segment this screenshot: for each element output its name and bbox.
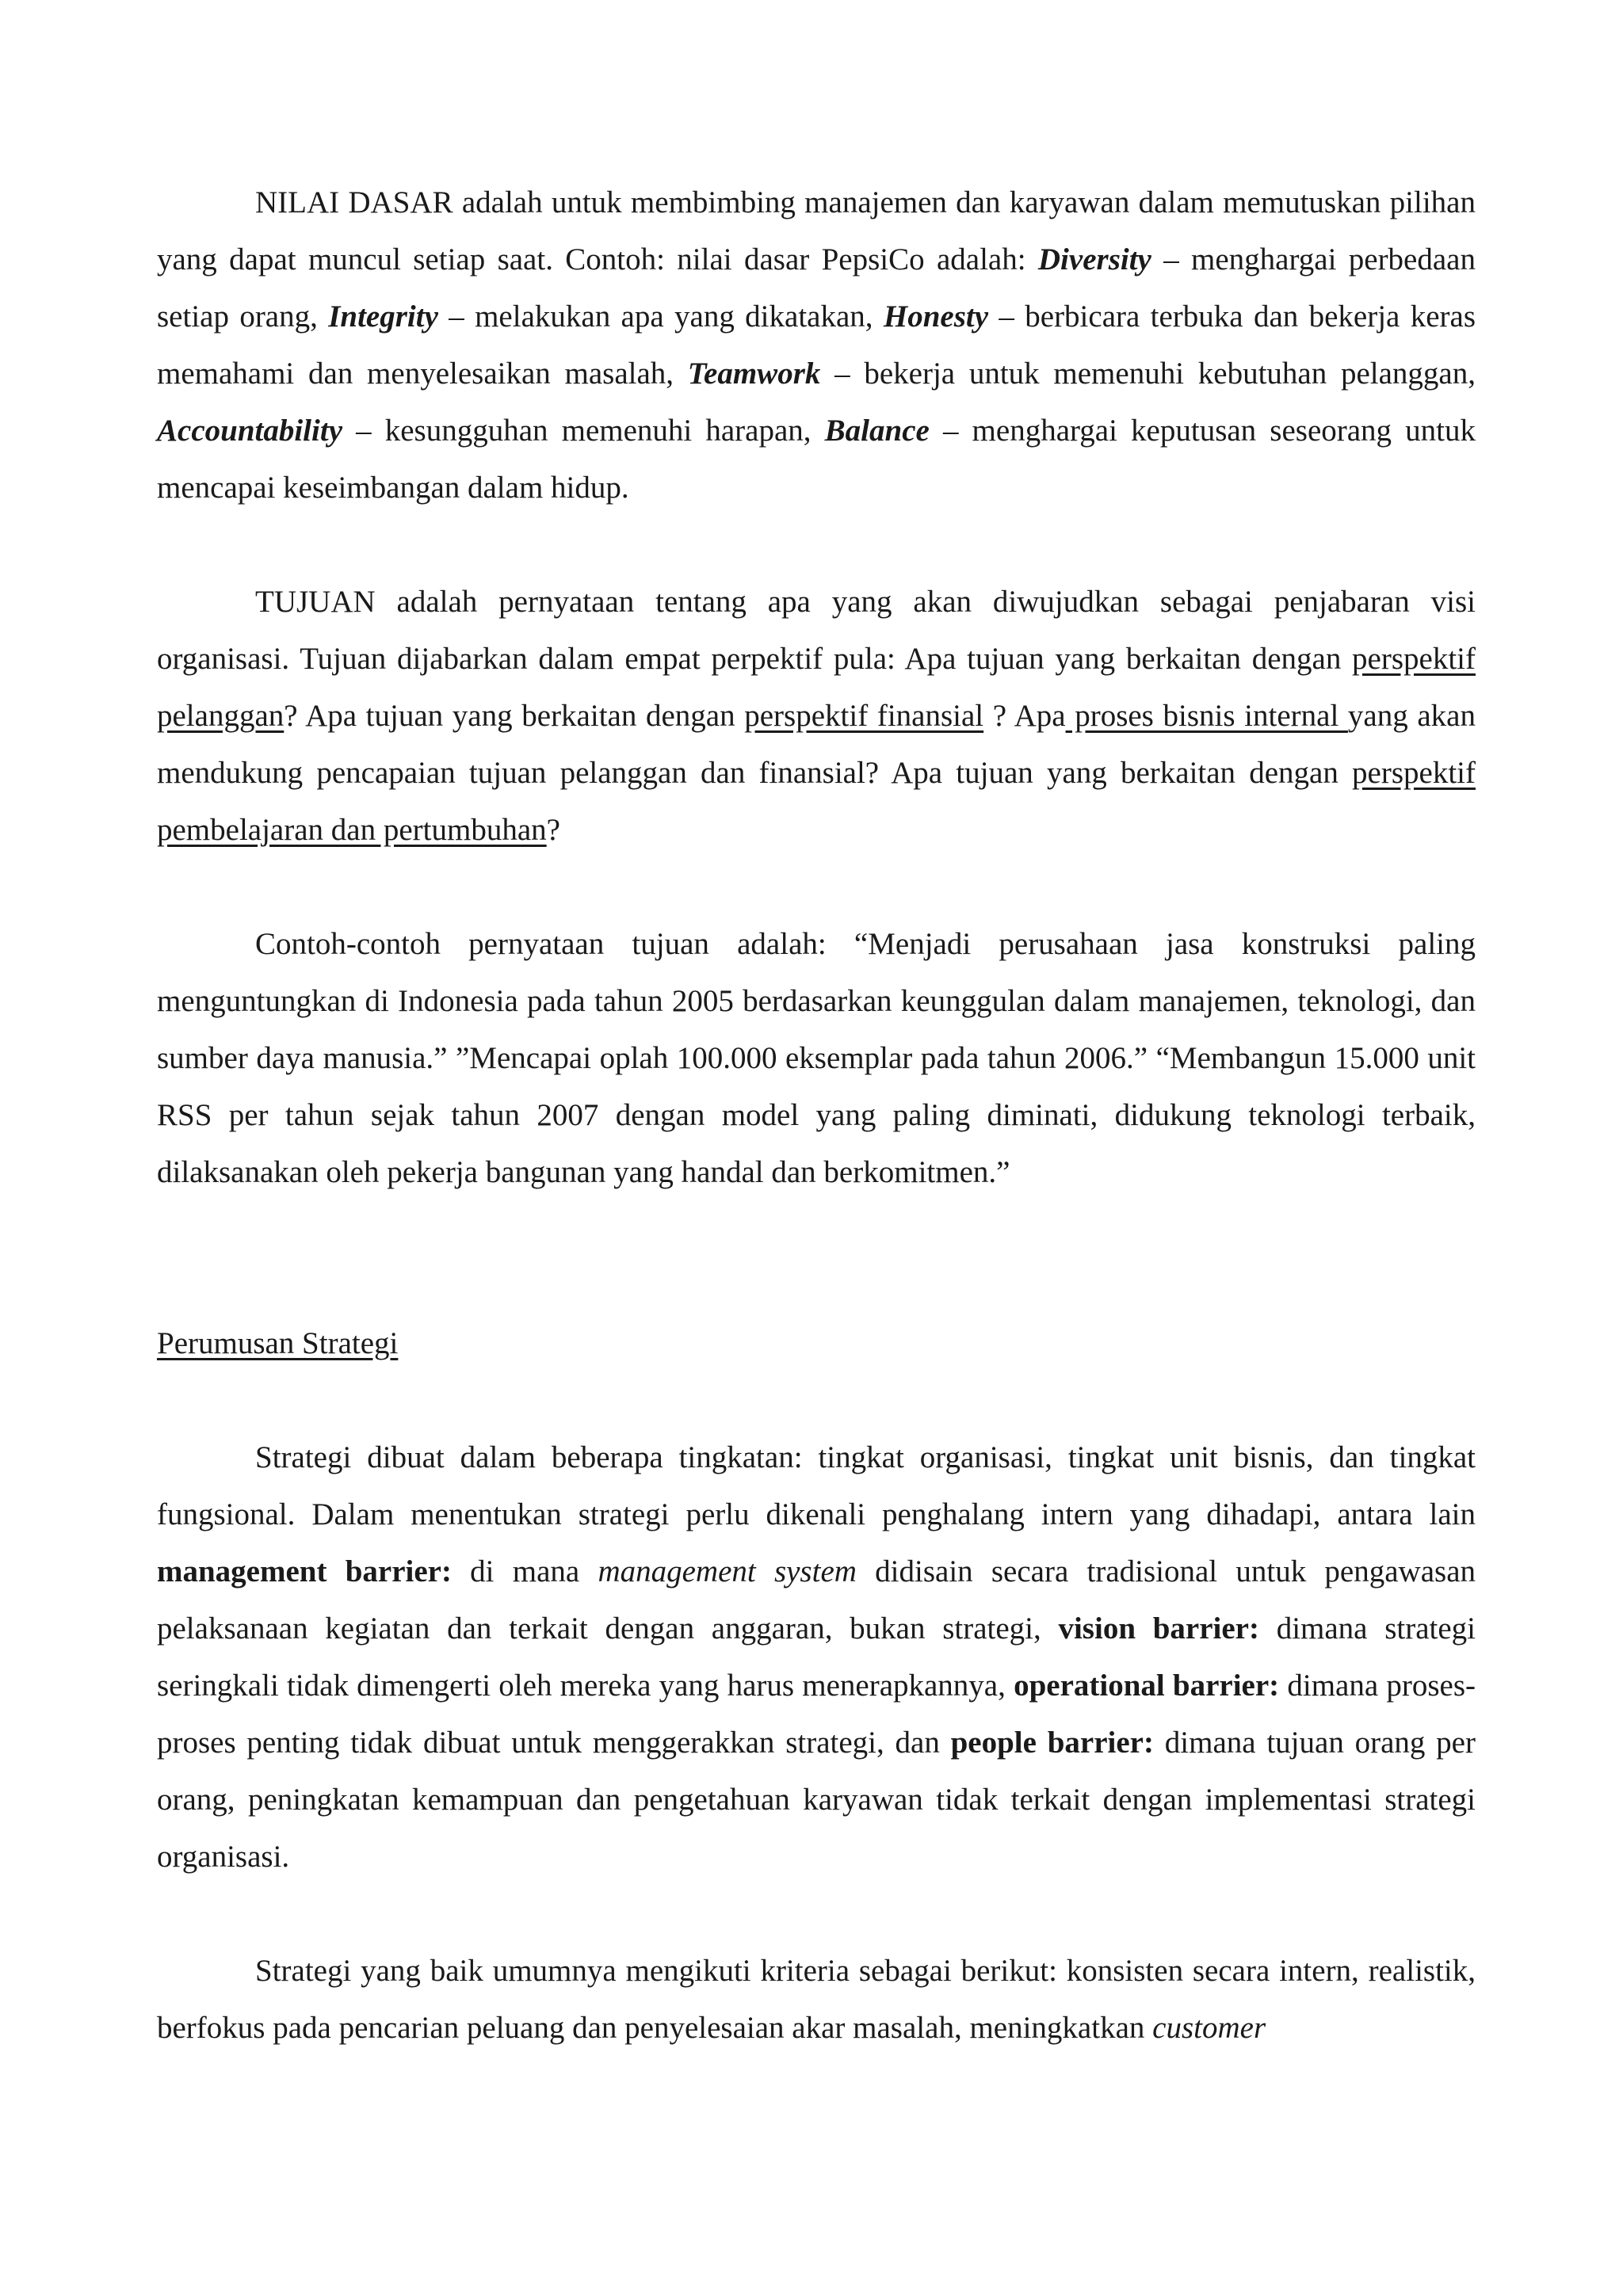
text-segment: ? Apa tujuan yang berkaitan dengan (284, 699, 745, 733)
section-heading-perumusan-strategi: Perumusan Strategi (157, 1326, 399, 1360)
text-segment: ? (546, 813, 560, 847)
text-segment: TUJUAN adalah pernyataan tentang apa yang akan diwujudkan sebagai penjabaran visi organisasi. Tujuan dijabarkan dalam empat perpektif pula: Apa tujuan yang berkaitan dengan (157, 585, 1476, 676)
term-operational-barrier: operational barrier: (1014, 1669, 1280, 1703)
term-customer: customer (1152, 2011, 1266, 2045)
text-segment: NILAI DASAR adalah untuk membimbing manajemen dan karyawan dalam memutuskan pilihan yang dapat muncul setiap saat. Contoh: nilai dasar PepsiCo adalah: (157, 185, 1476, 277)
underlined-perspektif-finansial: perspektif finansial (744, 699, 984, 733)
term-management-barrier: management barrier: (157, 1554, 452, 1589)
term-people-barrier: people barrier: (950, 1726, 1154, 1760)
underlined-proses-bisnis-internal: proses bisnis internal (1065, 699, 1348, 733)
underlined-perspektif-pelanggan: perspektif pelanggan (157, 642, 1476, 733)
document-page (157, 174, 1476, 2057)
paragraph-strategi-kriteria (157, 1943, 1476, 2057)
keyword-balance: Balance (824, 414, 930, 448)
text-segment: yang akan mendukung pencapaian tujuan pelanggan dan finansial? Apa tujuan yang berkaitan dengan (157, 699, 1476, 790)
text-segment: – menghargai perbedaan setiap orang, (157, 242, 1476, 334)
underlined-perspektif-pembelajaran: perspektif pembelajaran dan pertumbuhan (157, 756, 1476, 847)
keyword-integrity: Integrity (328, 299, 438, 334)
text-segment: – melakukan apa yang dikatakan, (437, 299, 884, 334)
paragraph-nilai-dasar (157, 174, 1476, 517)
text-segment: di mana (451, 1554, 598, 1589)
text-segment: Contoh-contoh pernyataan tujuan adalah: “Menjadi perusahaan jasa konstruksi paling menguntungkan di Indonesia pada tahun 2005 berdasarkan keunggulan dalam manajemen, teknologi, dan sumber daya manusia.” ”Mencapai oplah 100.000 eksemplar pada tahun 2006.” “Membangun 15.000 unit RSS per tahun sejak tahun 2007 dengan model yang paling diminati, didukung teknologi terbaik, dilaksanakan oleh pekerja bangunan yang handal dan berkomitmen.” (157, 927, 1476, 1189)
text-segment: – menghargai keputusan seseorang untuk mencapai keseimbangan dalam hidup. (157, 414, 1476, 505)
text-segment: – kesungguhan memenuhi harapan, (342, 414, 825, 448)
keyword-teamwork: Teamwork (687, 357, 821, 391)
text-segment: dimana strategi seringkali tidak dimengerti oleh mereka yang harus menerapkannya, (157, 1611, 1476, 1703)
text-segment: didisain secara tradisional untuk pengawasan pelaksanaan kegiatan dan terkait dengan anggaran, bukan strategi, (157, 1554, 1476, 1646)
text-segment: – berbicara terbuka dan bekerja keras memahami dan menyelesaikan masalah, (157, 299, 1476, 391)
paragraph-strategi-tingkatan (157, 1429, 1476, 1886)
keyword-accountability: Accountability (157, 414, 342, 448)
text-segment: dimana tujuan orang per orang, peningkatan kemampuan dan pengetahuan karyawan tidak terkait dengan implementasi strategi organisasi. (157, 1726, 1476, 1874)
paragraph-contoh-tujuan (157, 916, 1476, 1201)
term-vision-barrier: vision barrier: (1058, 1611, 1259, 1646)
text-segment: ? Apa (983, 699, 1066, 733)
term-management-system: management system (598, 1554, 857, 1589)
paragraph-tujuan (157, 574, 1476, 859)
text-segment: – bekerja untuk memenuhi kebutuhan pelanggan, (820, 357, 1476, 391)
text-segment: Strategi dibuat dalam beberapa tingkatan: tingkat organisasi, tingkat unit bisnis, dan tingkat fungsional. Dalam menentukan strategi perlu dikenali penghalang intern yang dihadapi, antara lain (157, 1440, 1476, 1531)
text-segment: dimana proses-proses penting tidak dibuat untuk menggerakkan strategi, dan (157, 1669, 1476, 1760)
text-segment: Strategi yang baik umumnya mengikuti kriteria sebagai berikut: konsisten secara intern, realistik, berfokus pada pencarian peluang dan penyelesaian akar masalah, meningkatkan (157, 1954, 1476, 2045)
keyword-diversity: Diversity (1037, 242, 1151, 277)
keyword-honesty: Honesty (883, 299, 989, 334)
